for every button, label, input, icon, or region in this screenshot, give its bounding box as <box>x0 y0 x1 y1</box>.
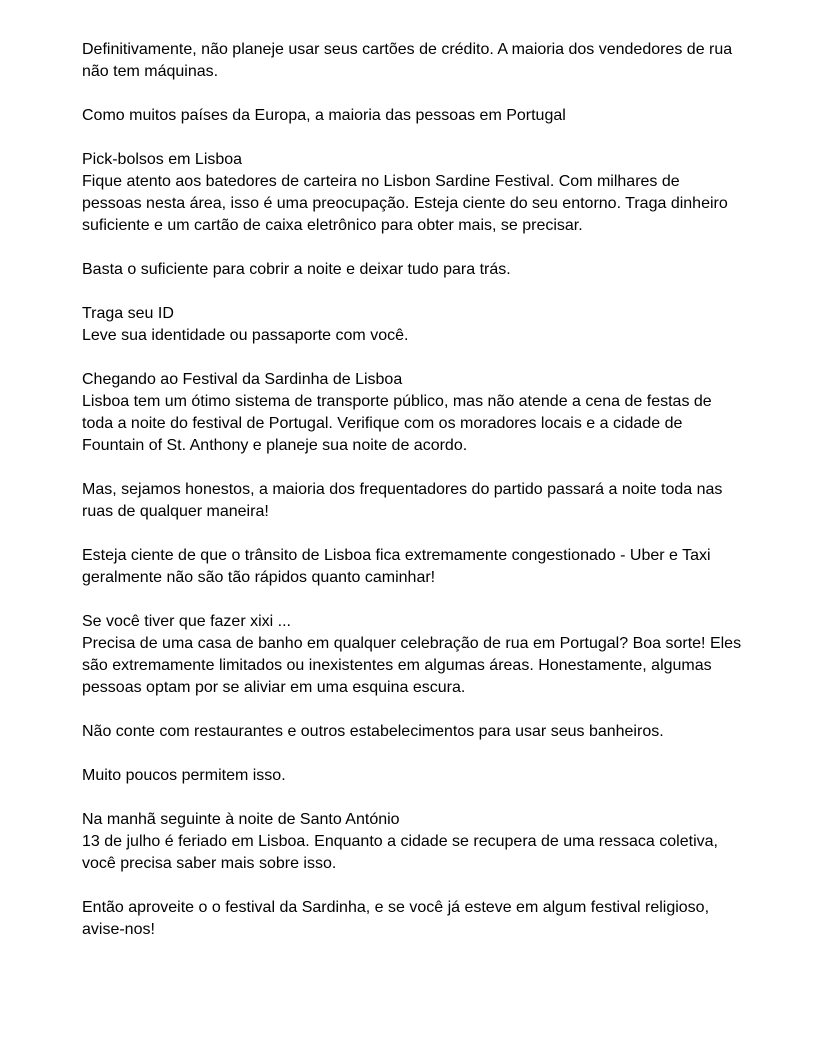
section-bring-id <box>82 303 742 347</box>
section-restrooms <box>82 611 742 699</box>
section-heading: Pick-bolsos em Lisboa <box>82 151 243 168</box>
document-page <box>82 39 742 963</box>
text-block <box>82 765 742 787</box>
text-block <box>82 897 742 941</box>
paragraph: Fique atento aos batedores de carteira no Lisbon Sardine Festival. Com milhares de pessoas nesta área, isso é uma preocupação. Esteja ciente do seu entorno. Traga dinheiro suficiente e um cartão de caixa eletrônico para obter mais, se precisar. <box>82 173 728 234</box>
text-block <box>82 721 742 743</box>
text-block <box>82 39 742 83</box>
paragraph: Basta o suficiente para cobrir a noite e deixar tudo para trás. <box>82 261 511 278</box>
paragraph: Esteja ciente de que o trânsito de Lisboa fica extremamente congestionado - Uber e Taxi geralmente não são tão rápidos quanto caminhar! <box>82 547 711 586</box>
text-block <box>82 545 742 589</box>
section-morning-after <box>82 809 742 875</box>
paragraph: Não conte com restaurantes e outros estabelecimentos para usar seus banheiros. <box>82 723 664 740</box>
paragraph: Muito poucos permitem isso. <box>82 767 286 784</box>
paragraph: Definitivamente, não planeje usar seus cartões de crédito. A maioria dos vendedores de rua não tem máquinas. <box>82 41 733 80</box>
section-heading: Na manhã seguinte à noite de Santo António <box>82 811 400 828</box>
paragraph: 13 de julho é feriado em Lisboa. Enquanto a cidade se recupera de uma ressaca coletiva, você precisa saber mais sobre isso. <box>82 833 718 872</box>
section-heading: Chegando ao Festival da Sardinha de Lisboa <box>82 371 403 388</box>
paragraph: Lisboa tem um ótimo sistema de transporte público, mas não atende a cena de festas de toda a noite do festival de Portugal. Verifique com os moradores locais e a cidade de Fountain of St. Anthony e planeje sua noite de acordo. <box>82 393 712 454</box>
text-block <box>82 105 742 127</box>
paragraph: Mas, sejamos honestos, a maioria dos frequentadores do partido passará a noite toda nas ruas de qualquer maneira! <box>82 481 723 520</box>
paragraph: Como muitos países da Europa, a maioria das pessoas em Portugal <box>82 107 566 124</box>
section-heading: Se você tiver que fazer xixi ... <box>82 613 291 630</box>
text-block <box>82 259 742 281</box>
section-pickpockets <box>82 149 742 237</box>
paragraph: Precisa de uma casa de banho em qualquer celebração de rua em Portugal? Boa sorte! Eles são extremamente limitados ou inexistentes em algumas áreas. Honestamente, algumas pessoas optam por se aliviar em uma esquina escura. <box>82 635 742 696</box>
text-block <box>82 479 742 523</box>
section-heading: Traga seu ID <box>82 305 174 322</box>
paragraph: Então aproveite o o festival da Sardinha, e se você já esteve em algum festival religioso, avise-nos! <box>82 899 710 938</box>
section-getting-there <box>82 369 742 457</box>
paragraph: Leve sua identidade ou passaporte com você. <box>82 327 409 344</box>
